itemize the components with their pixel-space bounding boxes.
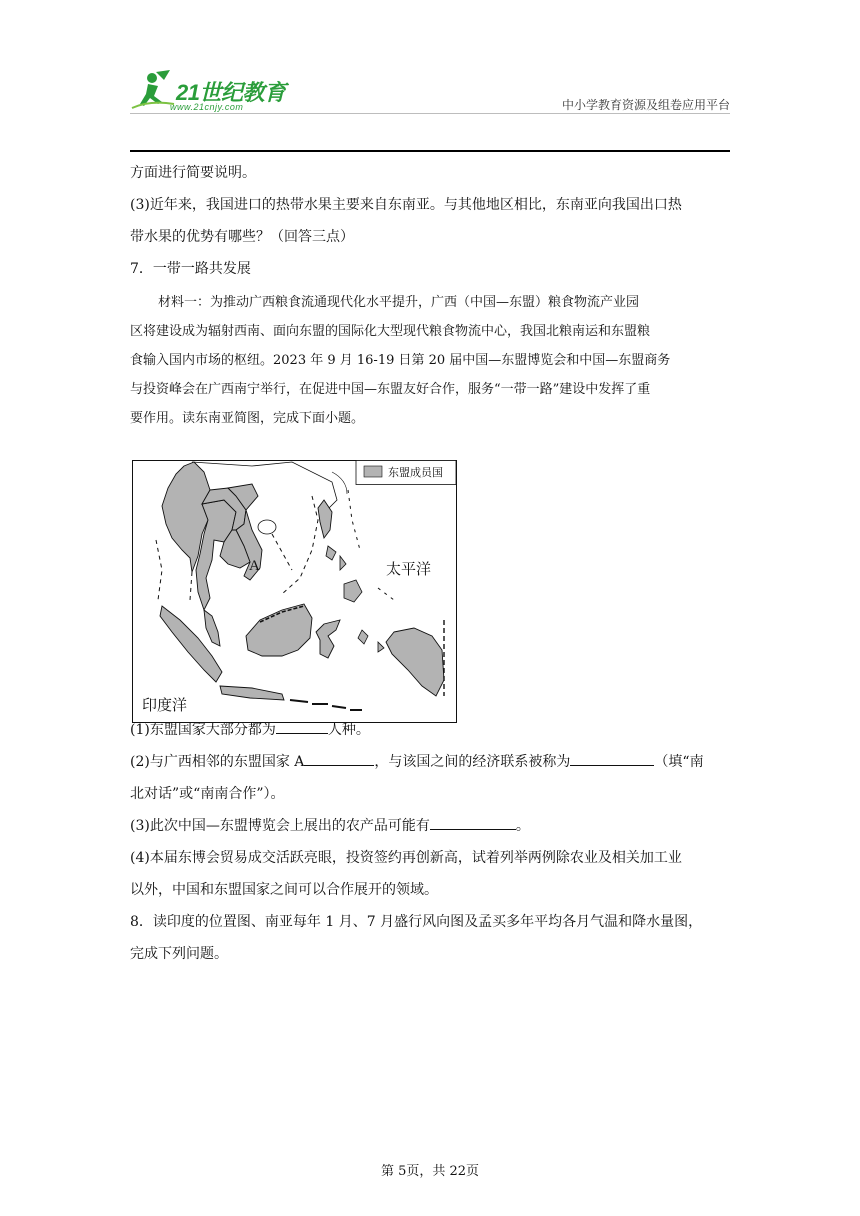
- legend-label: 东盟成员国: [388, 466, 443, 479]
- logo-text: 21世纪教育: [176, 80, 286, 105]
- sub-question-1-text: (1)东盟国家大部分都为: [130, 722, 276, 738]
- question-8-line-2: 完成下列问题。: [130, 946, 228, 962]
- answer-blank[interactable]: [304, 749, 374, 766]
- material-one: [130, 288, 730, 433]
- text-line: 方面进行简要说明。: [130, 165, 256, 181]
- page-header: [130, 66, 730, 116]
- pacific-ocean-label: 太平洋: [386, 562, 432, 578]
- question-3-line-2: 带水果的优势有哪些？（回答三点）: [130, 229, 354, 245]
- top-rule: [130, 150, 730, 152]
- material-line: 食输入国内市场的枢纽。2023 年 9 月 16-19 日第 20 届中国—东盟博览会和中国—东盟商务: [130, 353, 671, 368]
- header-divider: [130, 113, 730, 114]
- country-label-a: A: [249, 558, 260, 574]
- sub-question-3-text: (3)此次中国—东盟博览会上展出的农产品可能有: [130, 818, 430, 834]
- sub-question-3: [130, 810, 730, 842]
- sub-question-2-text: (2)与广西相邻的东盟国家 A: [130, 754, 305, 770]
- material-line: 区将建设成为辐射西南、面向东盟的国际化大型现代粮食物流中心，我国北粮南运和东盟粮: [130, 324, 651, 339]
- legend-swatch: [364, 466, 382, 477]
- question-8-line-1: 8．读印度的位置图、南亚每年 1 月、7 月盛行风向图及孟买多年平均各月气温和降水量图，: [130, 914, 703, 930]
- hainan-island: [258, 520, 276, 534]
- sub-question-4-line-2: 以外，中国和东盟国家之间可以合作展开的领域。: [130, 882, 438, 898]
- indian-ocean-label: 印度洋: [142, 698, 188, 714]
- platform-name: 中小学教育资源及组卷应用平台: [561, 98, 730, 112]
- material-line: 与投资峰会在广西南宁举行，在促进中国—东盟友好合作，服务“一带一路”建设中发挥了重: [130, 382, 651, 397]
- southeast-asia-map: [132, 460, 457, 723]
- sub-question-2-text-end: （填“南: [654, 754, 704, 770]
- sub-question-1-text-end: 人种。: [327, 722, 370, 738]
- answer-blank[interactable]: [430, 813, 516, 830]
- answer-blank[interactable]: [570, 749, 654, 766]
- question-3-line-1: (3)近年来，我国进口的热带水果主要来自东南亚。与其他地区相比，东南亚向我国出口热: [130, 197, 682, 213]
- material-line: 材料一：为推动广西粮食流通现代化水平提升，广西（中国—东盟）粮食物流产业园: [158, 295, 640, 310]
- logo-url: www.21cnjy.com: [170, 102, 244, 112]
- sub-question-2-line-2: 北对话”或“南南合作”）。: [130, 786, 285, 802]
- sub-question-2-text-mid: ，与该国之间的经济联系被称为: [374, 754, 571, 770]
- question-7-title: 7．一带一路共发展: [130, 261, 251, 277]
- sub-question-3-text-end: 。: [515, 818, 530, 834]
- material-line: 要作用。读东南亚简图，完成下面小题。: [130, 411, 365, 426]
- logo: [130, 66, 300, 114]
- sub-question-4-line-1: (4)本届东博会贸易成交活跃亮眼，投资签约再创新高，试着列举两例除农业及相关加工业: [130, 850, 682, 866]
- sub-question-2: [130, 746, 730, 778]
- page-footer: 第 5页，共 22页: [380, 1164, 480, 1179]
